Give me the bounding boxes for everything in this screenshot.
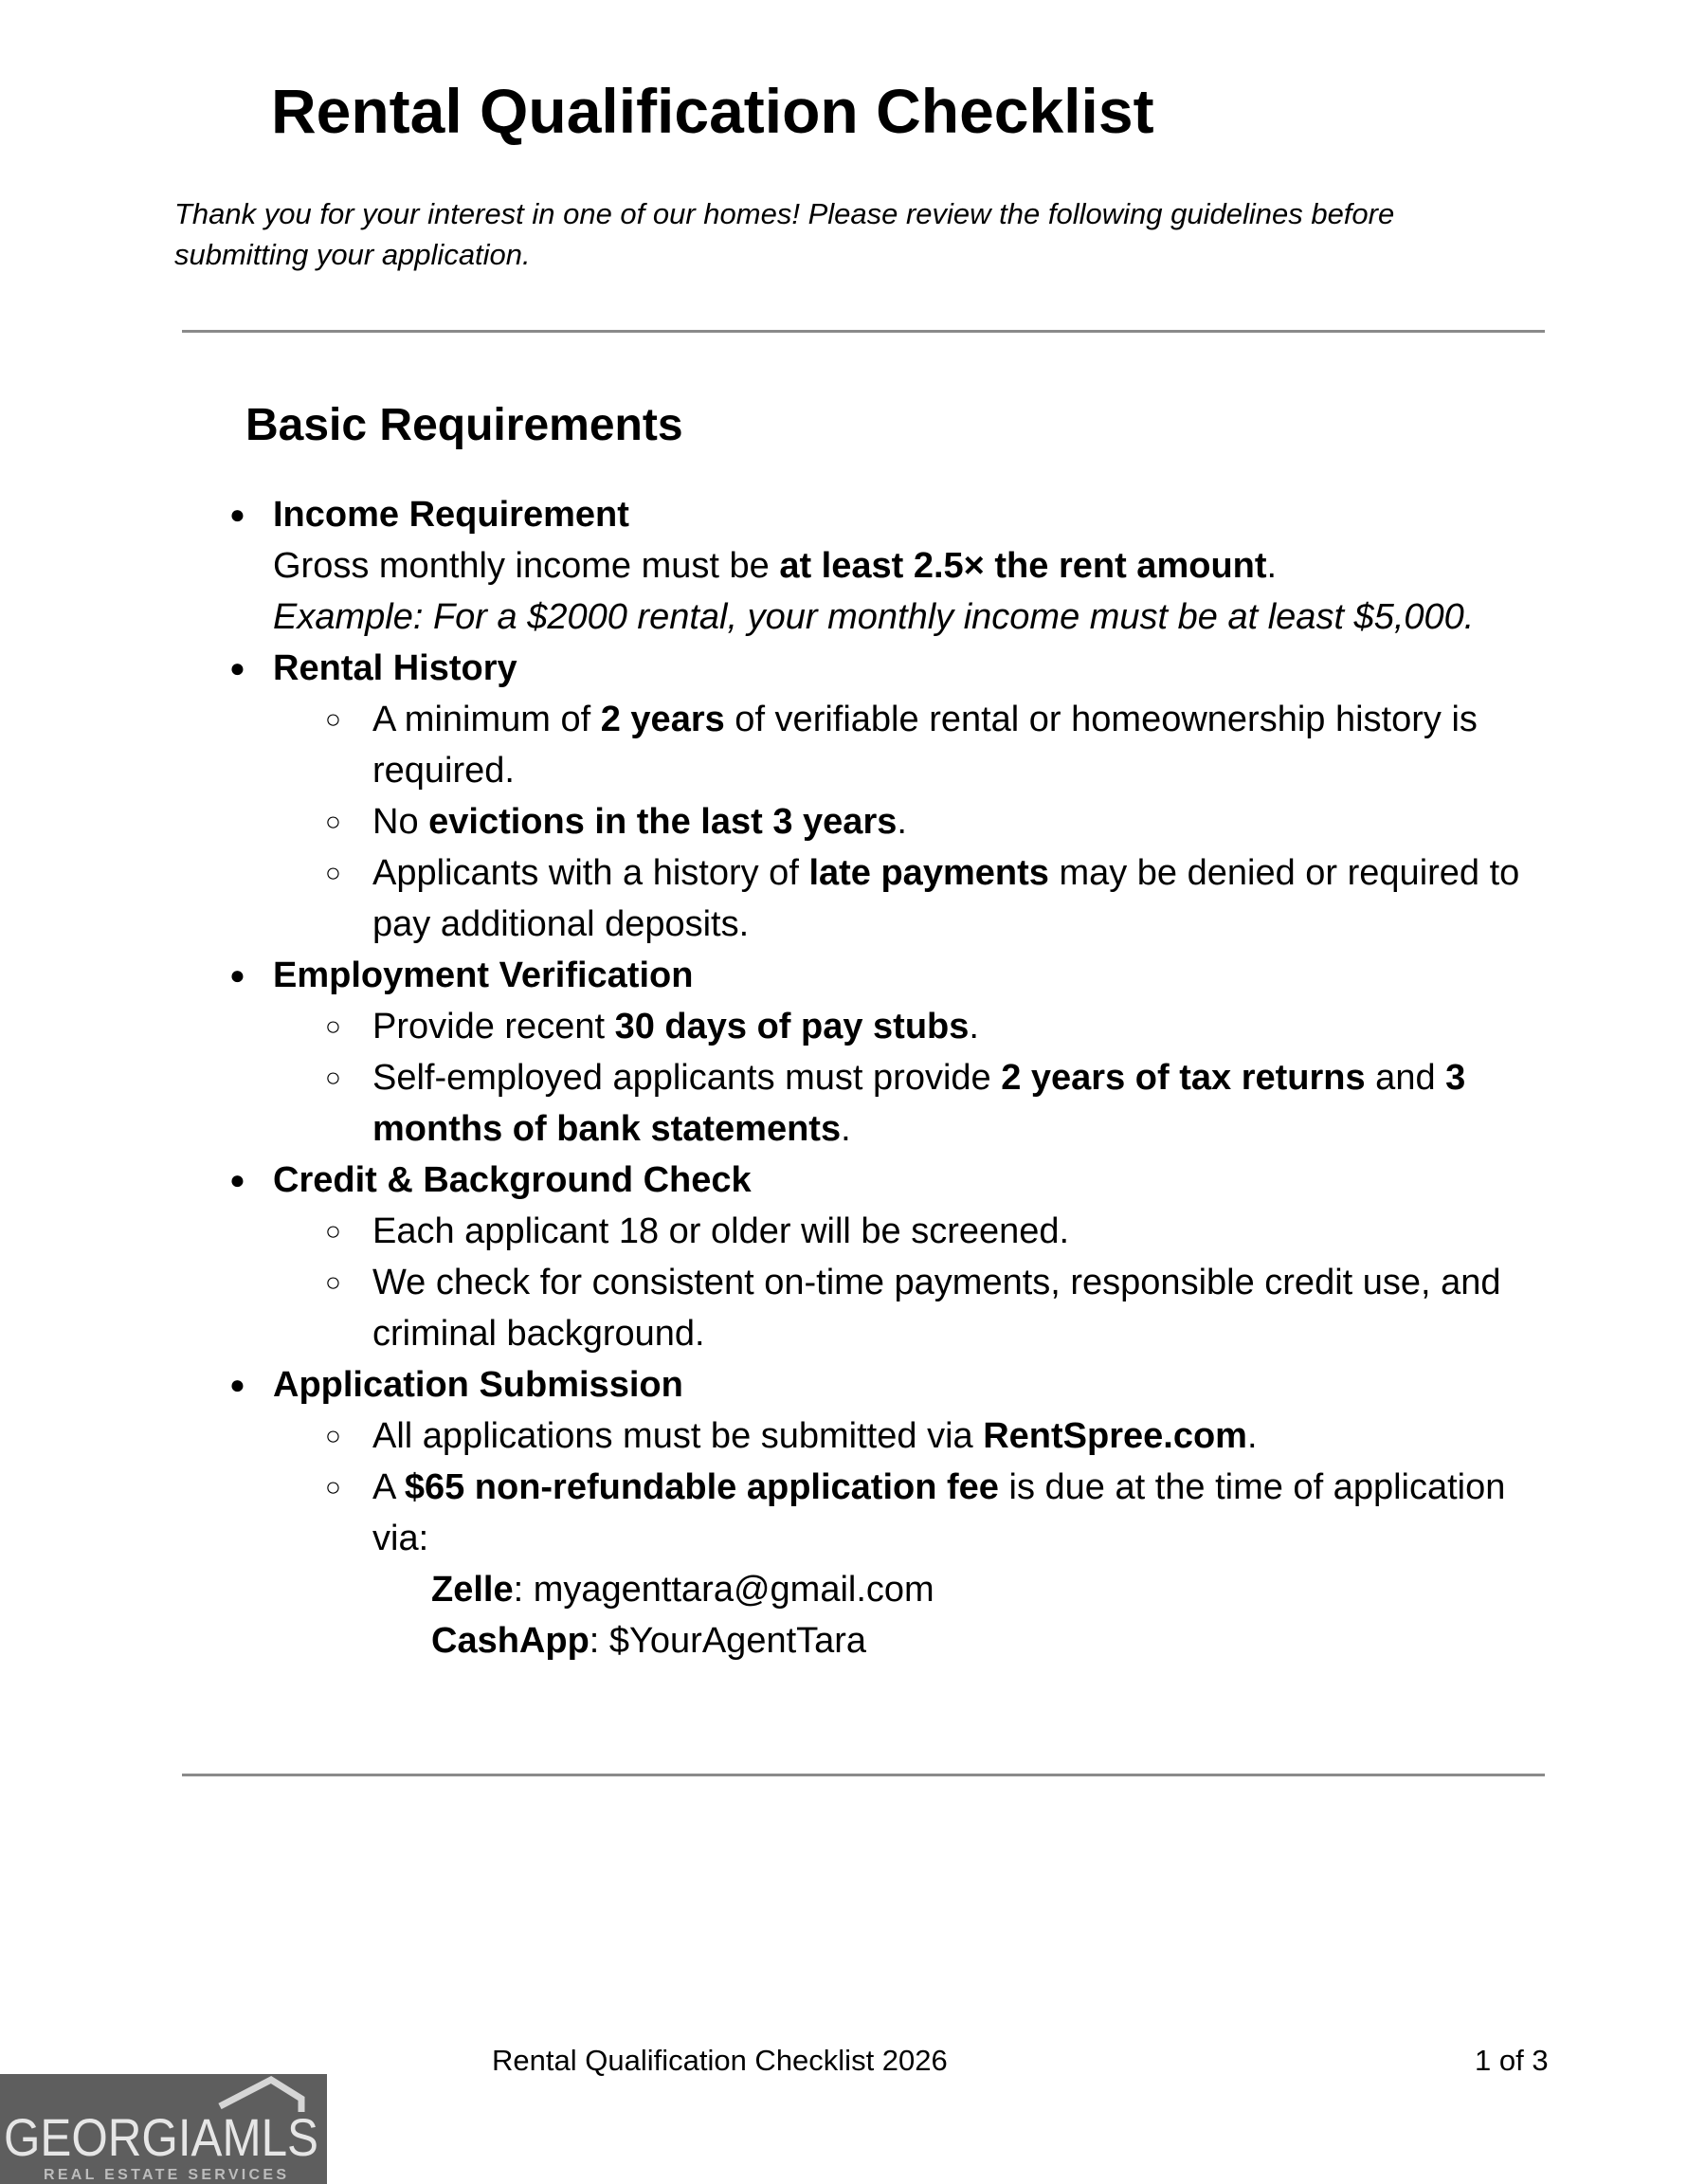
sub-list [325,1001,1552,1155]
item-text: of verifiable rental or homeownership history is required. [372,700,1478,791]
item-emphasis: RentSpree.com [983,1416,1247,1456]
requirement-title: Rental History [273,648,517,688]
circle-bullet-icon: ○ [325,1216,341,1246]
payment-separator: : [589,1621,609,1661]
payment-separator: : [513,1570,534,1610]
item-text: Applicants with a history of [372,853,809,893]
body-text: Gross monthly income must be [273,546,780,586]
payment-methods [431,1564,1529,1666]
item-emphasis: late payments [808,853,1049,893]
logo-wordmark: GEORGIAMLS [4,2107,318,2167]
payment-value: $YourAgentTara [608,1621,867,1661]
page-title: Rental Qualification Checklist [271,76,1154,146]
circle-bullet-icon: ○ [325,858,341,887]
bottom-divider [182,1774,1545,1776]
section-heading: Basic Requirements [245,400,683,450]
item-emphasis: 2 years [600,700,725,739]
item-text: A minimum of [372,700,601,739]
disc-bullet-icon: ● [229,653,245,682]
requirement-example: Example: For a $2000 rental, your monthly income must be at least $5,000. [273,597,1475,637]
item-text: No [372,802,429,842]
top-divider [182,330,1545,333]
list-item [325,1052,1529,1155]
disc-bullet-icon: ● [229,1165,245,1194]
sub-list [325,1410,1552,1666]
item-text: All applications must be submitted via [372,1416,984,1456]
item-text: Provide recent [372,1007,615,1046]
circle-bullet-icon: ○ [325,807,341,836]
requirement-body [273,540,1552,592]
list-item [325,796,1529,847]
circle-bullet-icon: ○ [325,1421,341,1450]
body-text: . [1266,546,1278,586]
item-text: Each applicant 18 or older will be screened. [372,1211,1070,1251]
list-item [325,847,1529,950]
item-emphasis: evictions in the last 3 years [428,802,898,842]
requirement-title: Employment Verification [273,956,694,995]
item-text: and [1365,1058,1446,1098]
item-text: . [969,1007,979,1046]
item-emphasis: 30 days of pay stubs [614,1007,970,1046]
item-emphasis: 2 years of tax returns [1001,1058,1366,1098]
requirement-employment [226,950,1552,1155]
payment-method-label: Zelle [431,1570,514,1610]
item-text: . [897,802,907,842]
circle-bullet-icon: ○ [325,1011,341,1041]
logo-graphic [0,2074,327,2184]
sub-list [325,1206,1552,1359]
requirement-credit [226,1155,1552,1359]
footer-title: Rental Qualification Checklist 2026 [492,2044,948,2077]
item-emphasis: 3 months of bank statements [372,1058,1466,1149]
list-item [325,1462,1529,1666]
payment-method-label: CashApp [431,1621,590,1661]
sub-list [325,694,1552,950]
payment-cashapp [431,1615,1529,1666]
item-text: is due at the time of application via: [372,1467,1506,1558]
circle-bullet-icon: ○ [325,1472,341,1502]
requirement-title: Income Requirement [273,495,629,535]
requirements-list [226,489,1552,1666]
disc-bullet-icon: ● [229,1370,245,1399]
list-item [325,1257,1529,1359]
circle-bullet-icon: ○ [325,1063,341,1092]
item-text: Self-employed applicants must provide [372,1058,1002,1098]
intro-text: Thank you for your interest in one of our homes! Please review the following guidelines before submitting your application. [174,197,1395,271]
circle-bullet-icon: ○ [325,1267,341,1297]
list-item [325,1001,1529,1052]
list-item [325,1410,1529,1462]
requirement-income [226,489,1552,643]
payment-zelle [431,1564,1529,1615]
logo-tagline: REAL ESTATE SERVICES [44,2167,286,2183]
item-text: We check for consistent on-time payments, responsible credit use, and criminal background. [372,1263,1501,1354]
item-text: . [1246,1416,1258,1456]
disc-bullet-icon: ● [229,960,245,990]
requirement-title: Credit & Background Check [273,1160,752,1200]
body-emphasis: at least 2.5× the rent amount [779,546,1267,586]
item-text: A [372,1467,405,1507]
payment-value: myagenttara@gmail.com [533,1570,934,1610]
requirement-title: Application Submission [273,1365,683,1405]
requirement-rental-history [226,643,1552,950]
list-item [325,1206,1529,1257]
georgia-mls-logo [0,2074,327,2184]
item-text: may be denied or required to pay additional deposits. [372,853,1520,944]
circle-bullet-icon: ○ [325,704,341,734]
item-emphasis: $65 non-refundable application fee [404,1467,999,1507]
list-item [325,694,1529,796]
requirement-application [226,1359,1552,1666]
disc-bullet-icon: ● [229,500,245,529]
page-number: 1 of 3 [1475,2044,1549,2077]
item-text: . [841,1109,851,1149]
